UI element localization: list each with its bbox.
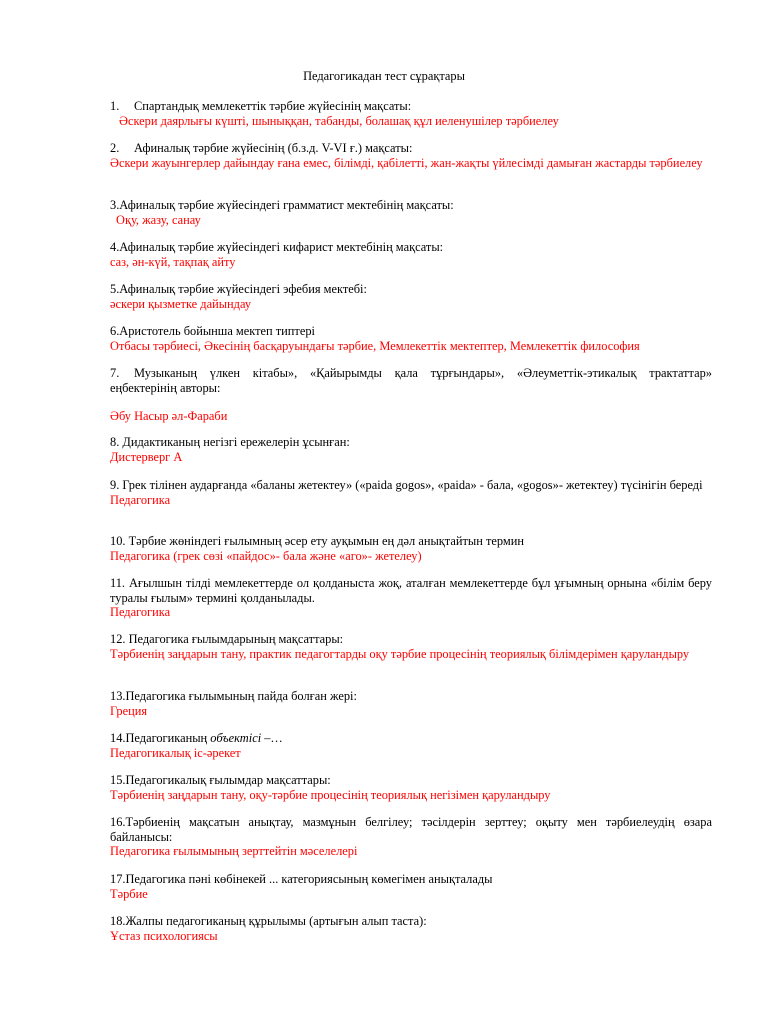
answer-text: саз, ән-күй, тақпақ айту [110,254,236,269]
answer-text: Греция [110,703,148,718]
question-text: 17.Педагогика пәні көбінекей ... категориясының көмегімен анықталады [110,872,493,886]
answer-text: Педагогикалық іс-әрекет [110,745,241,760]
question-item-13 [110,689,712,718]
answer-text: Тәрбиенің заңдарын тану, практик педагогтарды оқу тәрбие процесінің теориялық білімдерімен қаруландыру [110,646,690,661]
question-text: 15.Педагогикалық ғылымдар мақсаттары: [110,773,331,787]
answer-text: Оқу, жазу, санау [116,212,201,227]
question-text: 5.Афиналық тәрбие жүйесіндегі эфебия мектебі: [110,282,367,296]
question-item-6 [110,324,712,353]
question-text: Музыканың үлкен кітабы», «Қайырымды қала тұрғындары», «Әлеуметтік-этикалық трактаттар» еңбектерінің авторы: [110,366,712,395]
question-item-3 [110,198,712,227]
answer-text: Педагогика ғылымының зерттейтін мәселелері [110,844,358,858]
question-text: 13.Педагогика ғылымының пайда болған жері: [110,689,357,703]
question-number: 7. [110,366,120,380]
question-item-11 [110,576,712,620]
answer-text: Тәрбиенің заңдарын тану, оқу-тәрбие процесінің теориялық негізімен қаруландыру [110,787,551,802]
document-title: Педагогикадан тест сұрақтары [303,69,465,83]
question-item-17 [110,872,712,901]
question-text: 16.Тәрбиенің мақсатын анықтау, мазмұнын белгілеу; тәсілдерін зерттеу; оқыту мен тәрбиелеудің өзара байланысы: [110,815,712,844]
question-text: 9. Грек тілінен аударғанда «баланы жетектеу» («paida gogos», «paida» - бала, «gogos»- жетектеу) түсінігін береді [110,478,703,492]
question-text: 8. Дидактиканың негізгі ережелерін ұсынған: [110,435,350,449]
question-text: 18.Жалпы педагогиканың құрылымы (артығын алып таста): [110,914,427,928]
answer-text: Әскери даярлығы күшті, шыныққан, табанды, болашақ құл иеленушілер тәрбиелеу [119,113,559,128]
question-text: Спартандық мемлекеттік тәрбие жүйесінің мақсаты: [134,99,412,113]
answer-text: Педагогика [110,492,171,507]
question-item-10 [110,534,712,563]
question-item-14 [110,731,712,760]
question-item-1 [110,99,712,128]
question-item-15 [110,773,712,802]
answer-text: Әбу Насыр әл-Фараби [110,409,228,423]
question-emphasis: объектісі [210,731,262,745]
question-number: 2. [110,141,120,155]
question-item-18 [110,914,712,943]
question-text: 11. Ағылшын тілді мемлекеттерде ол қолданыста жоқ, аталған мемлекеттерде бұл ұғымның орнына «білім беру туралы ғылым» термині қолданылады. [110,576,712,605]
question-number: 1. [110,99,120,113]
question-item-16 [110,815,712,859]
question-text: 14.Педагогиканың объектісі –… [110,731,283,745]
question-text: Афиналық тәрбие жүйесінің (б.з.д. V-VI ғ.) мақсаты: [134,141,413,155]
question-item-7 [110,366,712,424]
question-text: 6.Аристотель бойынша мектеп типтері [110,324,315,338]
answer-text: Ұстаз психологиясы [110,928,218,943]
question-item-8 [110,435,712,464]
question-item-4 [110,240,712,269]
question-text: 3.Афиналық тәрбие жүйесіндегі грамматист мектебінің мақсаты: [110,198,454,212]
question-item-5 [110,282,712,311]
question-text: 10. Тәрбие жөніндегі ғылымның әсер ету ауқымын ең дәл анықтайтын термин [110,534,524,548]
question-item-9 [110,478,712,507]
question-text: 12. Педагогика ғылымдарының мақсаттары: [110,632,344,646]
question-text: 4.Афиналық тәрбие жүйесіндегі кифарист мектебінің мақсаты: [110,240,444,254]
answer-text: Отбасы тәрбиесі, Әкесінің басқаруындағы тәрбие, Мемлекеттік мектептер, Мемлекеттік философия [110,338,640,353]
answer-text: әскери қызметке дайындау [110,296,252,311]
question-item-2 [110,141,712,170]
answer-text: Әскери жауынгерлер дайындау ғана емес, білімді, қабілетті, жан-жақты үйлесімді дамыған жастарды тәрбиелеу [110,155,703,170]
answer-text: Педагогика (грек сөзі «пайдос»- бала және «аго»- жетелеу) [110,548,422,563]
answer-text: Педагогика [110,605,171,619]
answer-text: Дистерверг А [110,449,183,464]
answer-text: Тәрбие [110,886,148,901]
question-item-12 [110,632,712,661]
